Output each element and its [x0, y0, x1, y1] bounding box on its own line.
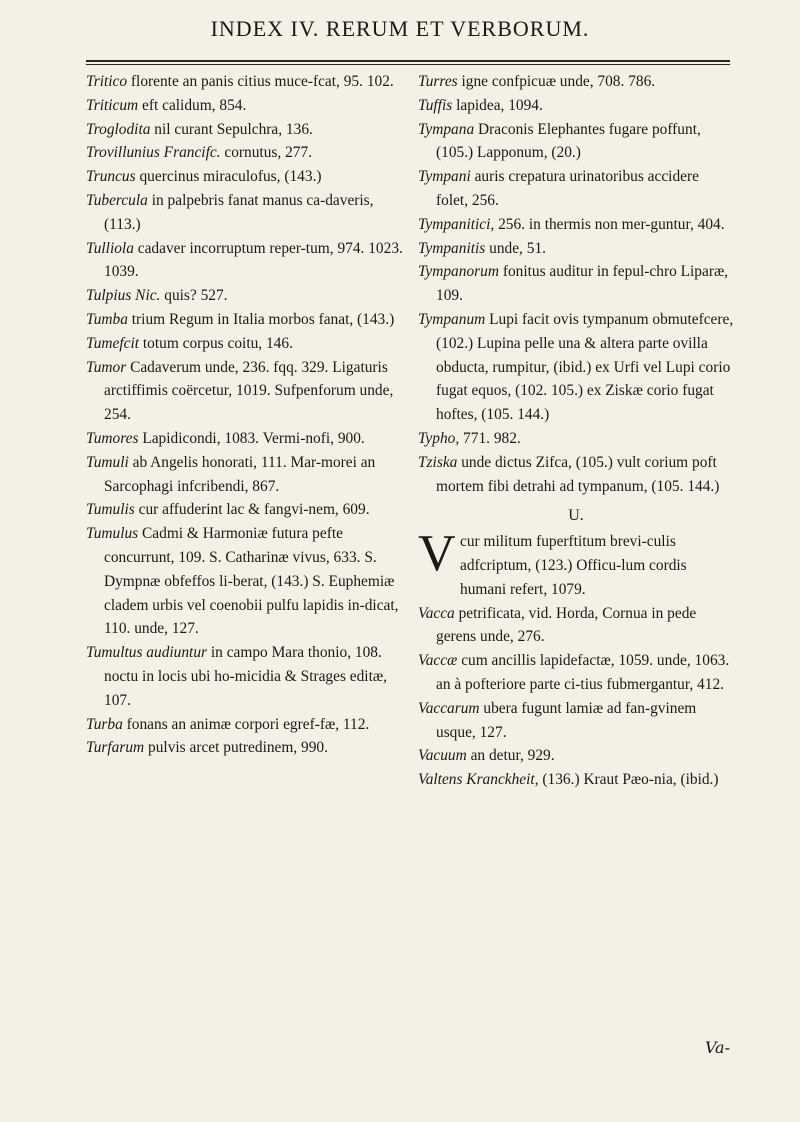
index-entry [418, 237, 734, 261]
entry-text: ubera fugunt lamiæ ad fan-gvinem usque, 127. [436, 699, 697, 741]
entry-headword: Typho, [418, 429, 460, 447]
index-entry [86, 70, 406, 94]
index-entry [86, 189, 406, 237]
entry-headword: Tympanitici, [418, 215, 495, 233]
entry-text: cur militum fuperftitum brevi-culis adfcriptum, (123.) Officu-lum cordis humani refert, 1079. [460, 533, 687, 598]
entry-headword: Tritico [86, 73, 128, 90]
entry-text: pulvis arcet putredinem, 990. [148, 739, 328, 757]
index-entry [86, 165, 406, 189]
index-entry [86, 237, 406, 285]
index-entry [86, 284, 406, 308]
index-entry [86, 427, 406, 451]
entry-headword: Tumores [86, 429, 139, 447]
entry-text: totum corpus coitu, 146. [142, 334, 293, 352]
entry-text: Lupi facit ovis tympanum obmutefcere, (102.) Lupina pelle una & altera parte ovilla obducta, rumpitur, (ibid.) ex Urfi vel Lupi corio fugat equos, (102. 105.) ex Ziskæ corio fugat hoftes, (105. 144.) [436, 310, 734, 424]
index-entry [86, 356, 406, 427]
entry-headword: Tumultus audiuntur [86, 644, 208, 662]
entry-headword: Tympanorum [418, 263, 499, 281]
index-entry [418, 165, 734, 213]
entry-text: Draconis Elephantes fugare poffunt, (105.) Lapponum, (20.) [436, 120, 701, 162]
entry-text: lapidea, 1094. [456, 96, 543, 114]
index-entry [418, 768, 734, 792]
index-entry [86, 641, 406, 712]
entry-headword: Tympana [418, 120, 475, 138]
index-entry [418, 697, 734, 745]
index-entry [418, 525, 734, 601]
entry-text: quis? 527. [164, 287, 228, 305]
entry-headword: Tympanitis [418, 239, 486, 257]
entry-headword: Turfarum [86, 739, 145, 757]
entry-text: petrificata, vid. Horda, Cornua in pede gerens unde, 276. [436, 604, 697, 646]
entry-text: cornutus, 277. [224, 144, 313, 162]
entry-text: cum ancillis lapidefactæ, 1059. unde, 1063. an à pofteriore parte ci-tius fubmergantur, 412. [436, 652, 730, 693]
entry-text: fonans an animæ corpori egref-fæ, 112. [126, 715, 370, 733]
index-entry [86, 713, 406, 737]
index-entry [86, 118, 406, 142]
index-entry [418, 213, 734, 237]
index-entry [86, 141, 406, 165]
entry-headword: Vacuum [418, 747, 467, 765]
entry-headword: Valtens Kranckheit, [418, 771, 539, 789]
entry-headword: Tulliola [86, 239, 134, 257]
entry-text: cur affuderint lac & fangvi-nem, 609. [138, 501, 370, 519]
entry-headword: Tumulus [86, 525, 139, 543]
entry-headword: Vacca [418, 604, 455, 622]
entry-text: unde, 51. [489, 239, 546, 257]
index-entry [86, 522, 406, 641]
entry-headword: Tubercula [86, 191, 148, 209]
entry-text: nil curant Sepulchra, 136. [154, 120, 313, 138]
index-entry [418, 744, 734, 768]
entry-text: cadaver incorruptum reper-tum, 974. 1023. 1039. [104, 239, 403, 281]
index-entry [418, 451, 734, 499]
index-entry [418, 260, 734, 308]
index-entry [86, 451, 406, 499]
entry-headword: Trovillunius Francifc. [86, 144, 221, 162]
entry-headword: Tulpius Nic. [86, 287, 161, 305]
left-column [86, 70, 406, 760]
right-column-top [418, 70, 734, 498]
index-entry [418, 118, 734, 166]
right-column-bottom [418, 525, 734, 792]
entry-headword: Tziska [418, 453, 458, 471]
entry-headword: Tumefcit [86, 334, 140, 352]
entry-text: unde dictus Zifca, (105.) vult corium poft mortem fibi detrahi ad tympanum, (105. 144.) [436, 453, 720, 495]
entry-headword: Tuffis [418, 96, 453, 114]
entry-headword: Tympani [418, 168, 471, 186]
entry-text: trium Regum in Italia morbos fanat, (143.) [131, 310, 395, 328]
entry-text: 771. 982. [463, 429, 521, 447]
catchword: Va- [704, 1038, 730, 1057]
entry-headword: Tumor [86, 358, 127, 376]
entry-headword: Tumulis [86, 501, 135, 519]
index-entry [418, 94, 734, 118]
index-entry [86, 308, 406, 332]
entry-text: fonitus auditur in fepul-chro Liparæ, 109. [436, 263, 729, 305]
entry-text: florente an panis citius muce-fcat, 95. 102. [130, 73, 394, 90]
entry-text: auris crepatura urinatoribus accidere folet, 256. [436, 168, 699, 209]
entry-text: quercinus miraculofus, (143.) [139, 168, 322, 186]
entry-headword: Vaccarum [418, 699, 480, 717]
entry-headword: Troglodita [86, 120, 151, 138]
entry-text: Cadmi & Harmoniæ futura pefte concurrunt, 109. S. Catharinæ vivus, 633. S. Dympnæ obfeffos li-berat, (143.) S. Euphemiæ cladem urbis vel coenobii pulfu lapidis in-dicat, 110. unde, 127. [104, 525, 399, 638]
index-entry [86, 498, 406, 522]
entry-text: an detur, 929. [470, 747, 555, 765]
index-entry [418, 308, 734, 427]
entry-headword: Truncus [86, 168, 136, 186]
entry-headword: Vaccæ [418, 652, 458, 670]
entry-text: 256. in thermis non mer-guntur, 404. [498, 215, 725, 233]
entry-text: igne confpicuæ unde, 708. 786. [461, 73, 656, 90]
index-entry [86, 736, 406, 760]
entry-text: Lapidicondi, 1083. Vermi-nofi, 900. [142, 429, 365, 447]
entry-text: ab Angelis honorati, 111. Mar-morei an Sarcophagi infcribendi, 867. [104, 453, 376, 495]
entry-headword: Triticum [86, 96, 139, 114]
right-column [418, 70, 734, 792]
entry-headword: Turba [86, 715, 123, 733]
drop-cap-letter: V [418, 525, 456, 583]
entry-text: Cadaverum unde, 236. fqq. 329. Ligaturis arctiffimis coërcetur, 1019. Sufpenforum unde, 254. [104, 358, 394, 424]
page-header: INDEX IV. RERUM ET VERBORUM. [210, 16, 590, 41]
entry-headword: Tumba [86, 310, 128, 328]
index-entry [86, 94, 406, 118]
entry-headword: Tympanum [418, 310, 486, 328]
index-entry [418, 427, 734, 451]
index-entry [418, 649, 734, 697]
entry-text: in palpebris fanat manus ca-daveris, (113.) [104, 191, 374, 233]
section-heading-u: U. [568, 507, 584, 525]
entry-text: (136.) Kraut Pæo-nia, (ibid.) [542, 771, 719, 789]
index-entry [86, 332, 406, 356]
entry-headword: Turres [418, 73, 458, 90]
header-rule [86, 60, 730, 65]
entry-headword: Tumuli [86, 453, 129, 471]
index-entry [418, 70, 734, 94]
entry-text: eft calidum, 854. [142, 96, 247, 114]
entry-text: in campo Mara thonio, 108. noctu in locis ubi ho-micidia & Strages editæ, 107. [104, 644, 387, 709]
index-entry [418, 602, 734, 650]
